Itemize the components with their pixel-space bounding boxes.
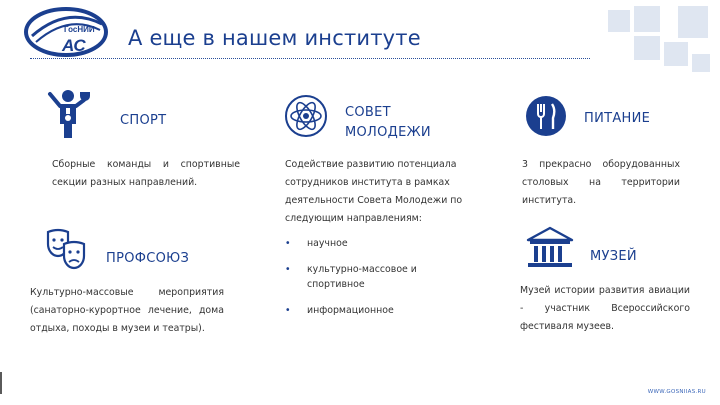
union-heading: ПРОФСОЮЗ <box>106 251 190 266</box>
logo-word: ГосНИИ <box>64 25 95 34</box>
council-bullets <box>285 236 465 329</box>
museum-building-icon <box>526 226 574 270</box>
council-bullet-item: • информационное <box>285 303 465 318</box>
sport-heading: СПОРТ <box>120 113 167 128</box>
council-bullet-item: • научное <box>285 236 465 251</box>
food-heading: ПИТАНИЕ <box>584 111 651 126</box>
union-text: Культурно-массовые мероприятия (санаторно-курортное лечение, дома отдыха, походы в музеи и театры). <box>30 287 224 334</box>
theater-masks-icon <box>44 226 88 270</box>
footer-url[interactable]: WWW.GOSNIIAS.RU <box>647 389 706 395</box>
council-text: Содействие развитию потенциала сотрудников института в рамках деятельности Совета Молодежи по следующим направлениям: <box>285 159 463 224</box>
atom-icon <box>284 94 328 138</box>
athlete-trophy-icon <box>46 88 92 140</box>
gosniias-logo <box>24 6 108 58</box>
council-heading-line1: СОВЕТ <box>345 105 391 120</box>
logo-letters: АС <box>62 36 86 55</box>
food-text: 3 прекрасно оборудованных столовых на территории института. <box>522 159 680 206</box>
council-heading-line2: МОЛОДЕЖИ <box>345 125 431 140</box>
page-title: А еще в нашем институте <box>128 26 421 50</box>
title-divider <box>30 58 590 59</box>
decorative-tiles <box>600 0 720 78</box>
slide-edge-mark <box>0 372 2 394</box>
fork-knife-icon <box>524 94 568 138</box>
museum-heading: МУЗЕЙ <box>590 249 637 264</box>
museum-text: Музей истории развития авиации - участник Всероссийского фестиваля музеев. <box>520 285 690 332</box>
sport-text: Сборные команды и спортивные секции разных направлений. <box>52 159 240 188</box>
council-bullet-item: • культурно-массовое и спортивное <box>285 262 465 292</box>
